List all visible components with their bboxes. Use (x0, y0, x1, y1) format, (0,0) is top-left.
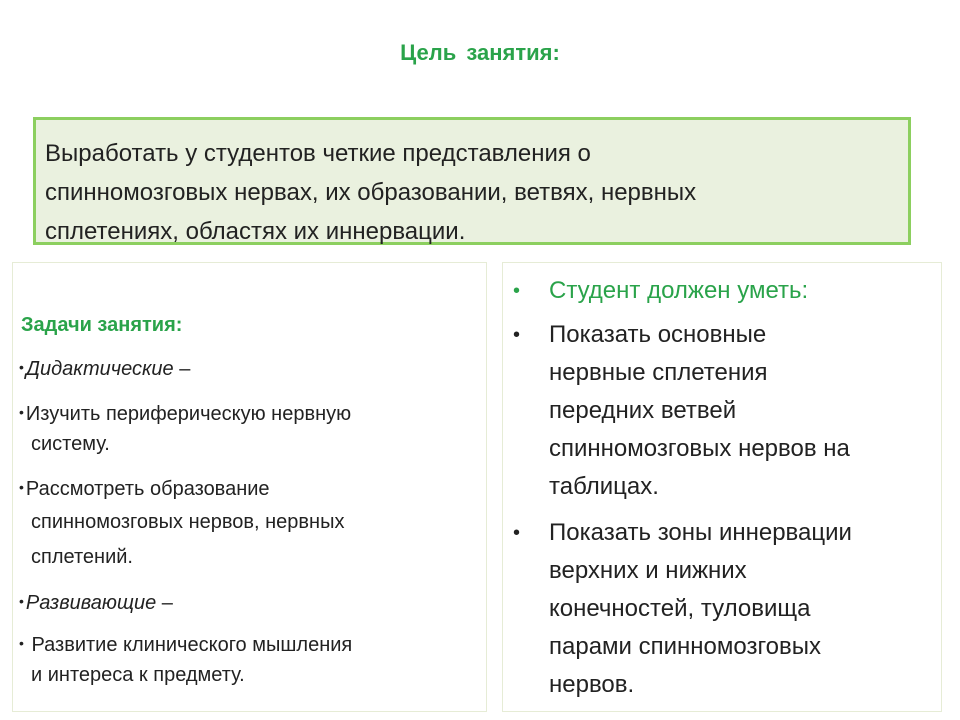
bullet-icon: • (19, 593, 24, 609)
skills-item-2-line-2: верхних и нижних (549, 557, 747, 584)
tasks-panel (12, 262, 487, 712)
bullet-icon: • (19, 479, 24, 495)
skills-item-2-line-3: конечностей, туловища (549, 595, 811, 622)
bullet-icon: • (19, 635, 24, 651)
goal-line-3: сплетениях, областях их иннервации. (45, 218, 466, 245)
skills-item-1-line-2: нервные сплетения (549, 359, 768, 386)
task-item-2-line-2: спинномозговых нервов, нервных (31, 511, 345, 533)
task-item-1-line-2: систему. (31, 433, 110, 455)
bullet-icon: • (513, 324, 521, 346)
didactic-label: Дидактические (25, 358, 174, 380)
developing-label: Развивающие (25, 592, 157, 614)
slide-title: Цель занятия: (400, 40, 560, 65)
bullet-icon: • (19, 359, 24, 375)
task-item-1-line-1: Изучить периферическую нервную (25, 403, 352, 425)
task-item-3-line-1: Развитие клинического мышления (25, 634, 353, 656)
bullet-icon: • (513, 280, 521, 302)
developing-dash: – (156, 592, 173, 614)
task-developing (19, 585, 173, 619)
task-item-2-line-1: Рассмотреть образование (25, 478, 270, 500)
task-item-1 (19, 396, 351, 430)
task-didactic (19, 351, 190, 385)
skills-heading: Студент должен уметь: (549, 277, 809, 304)
skills-item-1-line-5: таблицах. (549, 473, 659, 500)
bullet-icon: • (513, 522, 521, 544)
task-item-3-line-2: и интереса к предмету. (31, 664, 245, 686)
skills-item-2-line-1: Показать зоны иннервации (549, 519, 852, 546)
goal-line-1: Выработать у студентов четкие представления о (45, 140, 591, 167)
tasks-heading: Задачи занятия: (21, 314, 183, 336)
didactic-dash: – (173, 358, 191, 380)
task-item-2 (19, 471, 270, 505)
skills-item-2-line-5: нервов. (549, 671, 635, 698)
skills-item-2-line-4: парами спинномозговых (549, 633, 822, 660)
skills-panel (502, 262, 942, 712)
skills-item-1-line-3: передних ветвей (549, 397, 737, 424)
goal-box (33, 117, 911, 245)
task-item-2-line-3: сплетений. (31, 546, 133, 568)
bullet-icon: • (19, 404, 24, 420)
skills-item-1-line-1: Показать основные (549, 321, 767, 348)
skills-item-1-line-4: спинномозговых нервов на (549, 435, 850, 462)
task-item-3 (19, 627, 352, 661)
goal-line-2: спинномозговых нервах, их образовании, ветвях, нервных (45, 179, 697, 206)
